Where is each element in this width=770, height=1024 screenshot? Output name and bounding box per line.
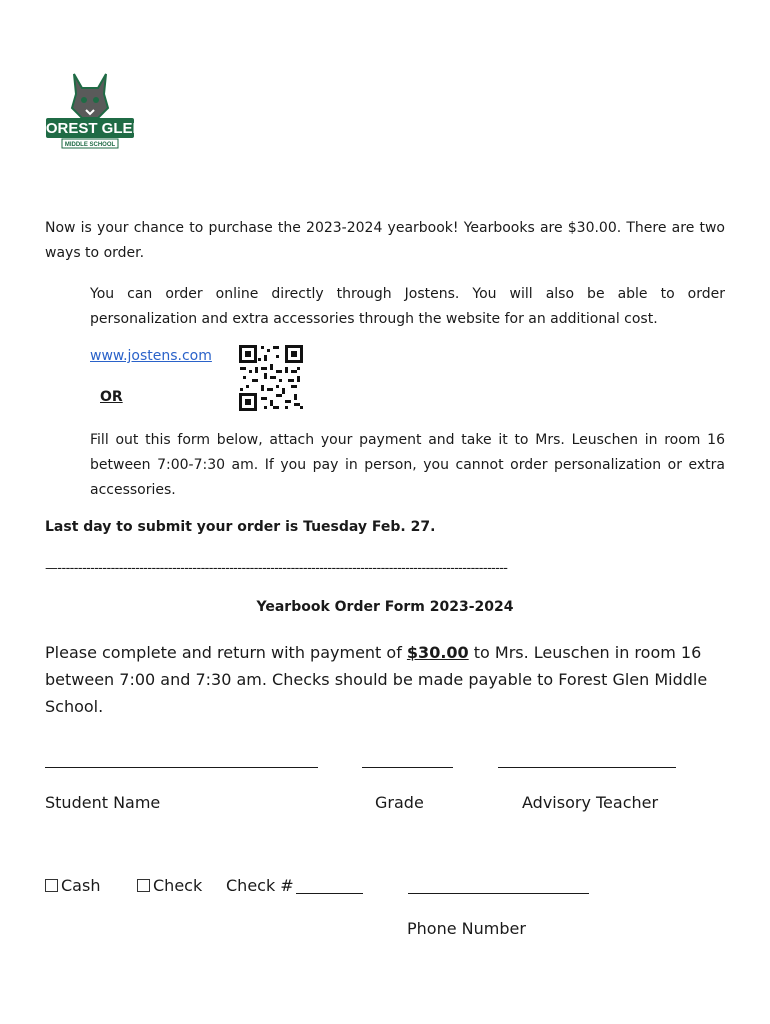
logo-subtext: MIDDLE SCHOOL — [64, 142, 116, 148]
form-title: Yearbook Order Form 2023-2024 — [256, 599, 514, 615]
in-person-paragraph: Fill out this form below, attach your payment and take it to Mrs. Leuschen in room 16 between 7:00-7:30 am. If you pay in person, you cannot order personalization or extra accessories. — [90, 432, 725, 498]
student-name-label: Student Name — [45, 793, 161, 812]
check-number-label: Check # — [226, 876, 294, 895]
online-order-paragraph: You can order online directly through Jostens. You will also be able to order personalization and extra accessories through the website for an additional cost. — [90, 286, 725, 327]
phone-number-line[interactable] — [408, 893, 589, 894]
or-divider-text: OR — [100, 389, 123, 405]
checkbox-icon — [45, 879, 58, 892]
grade-line[interactable] — [362, 767, 453, 768]
check-label: Check — [153, 876, 203, 895]
school-logo — [36, 68, 144, 152]
deadline-text: Last day to submit your order is Tuesday Feb. 27. — [45, 519, 436, 535]
phone-number-label: Phone Number — [407, 919, 526, 938]
grade-label: Grade — [375, 793, 424, 812]
logo-text: FOREST GLEN — [36, 120, 144, 137]
cut-line: —-------------------------------------------------------------------------------------------------------------- — [45, 561, 508, 576]
advisory-teacher-label: Advisory Teacher — [522, 793, 659, 812]
jostens-link[interactable]: www.jostens.com — [90, 348, 212, 364]
qr-code-icon[interactable] — [237, 343, 305, 413]
intro-paragraph: Now is your chance to purchase the 2023-2024 yearbook! Yearbooks are $30.00. There are two ways to order. — [45, 220, 725, 261]
check-number-line[interactable] — [296, 893, 363, 894]
student-name-line[interactable] — [45, 767, 318, 768]
price-text: $30.00 — [406, 643, 469, 662]
form-instructions: Please complete and return with payment of $30.00 to Mrs. Leuschen in room 16 between 7:00 and 7:30 am. Checks should be made payable to Forest Glen Middle School. — [45, 643, 708, 716]
advisory-teacher-line[interactable] — [498, 767, 676, 768]
bobcat-mascot-icon — [72, 74, 108, 118]
cash-label: Cash — [61, 876, 101, 895]
cash-checkbox[interactable] — [45, 876, 100, 895]
check-checkbox[interactable] — [137, 876, 202, 895]
checkbox-icon — [137, 879, 150, 892]
